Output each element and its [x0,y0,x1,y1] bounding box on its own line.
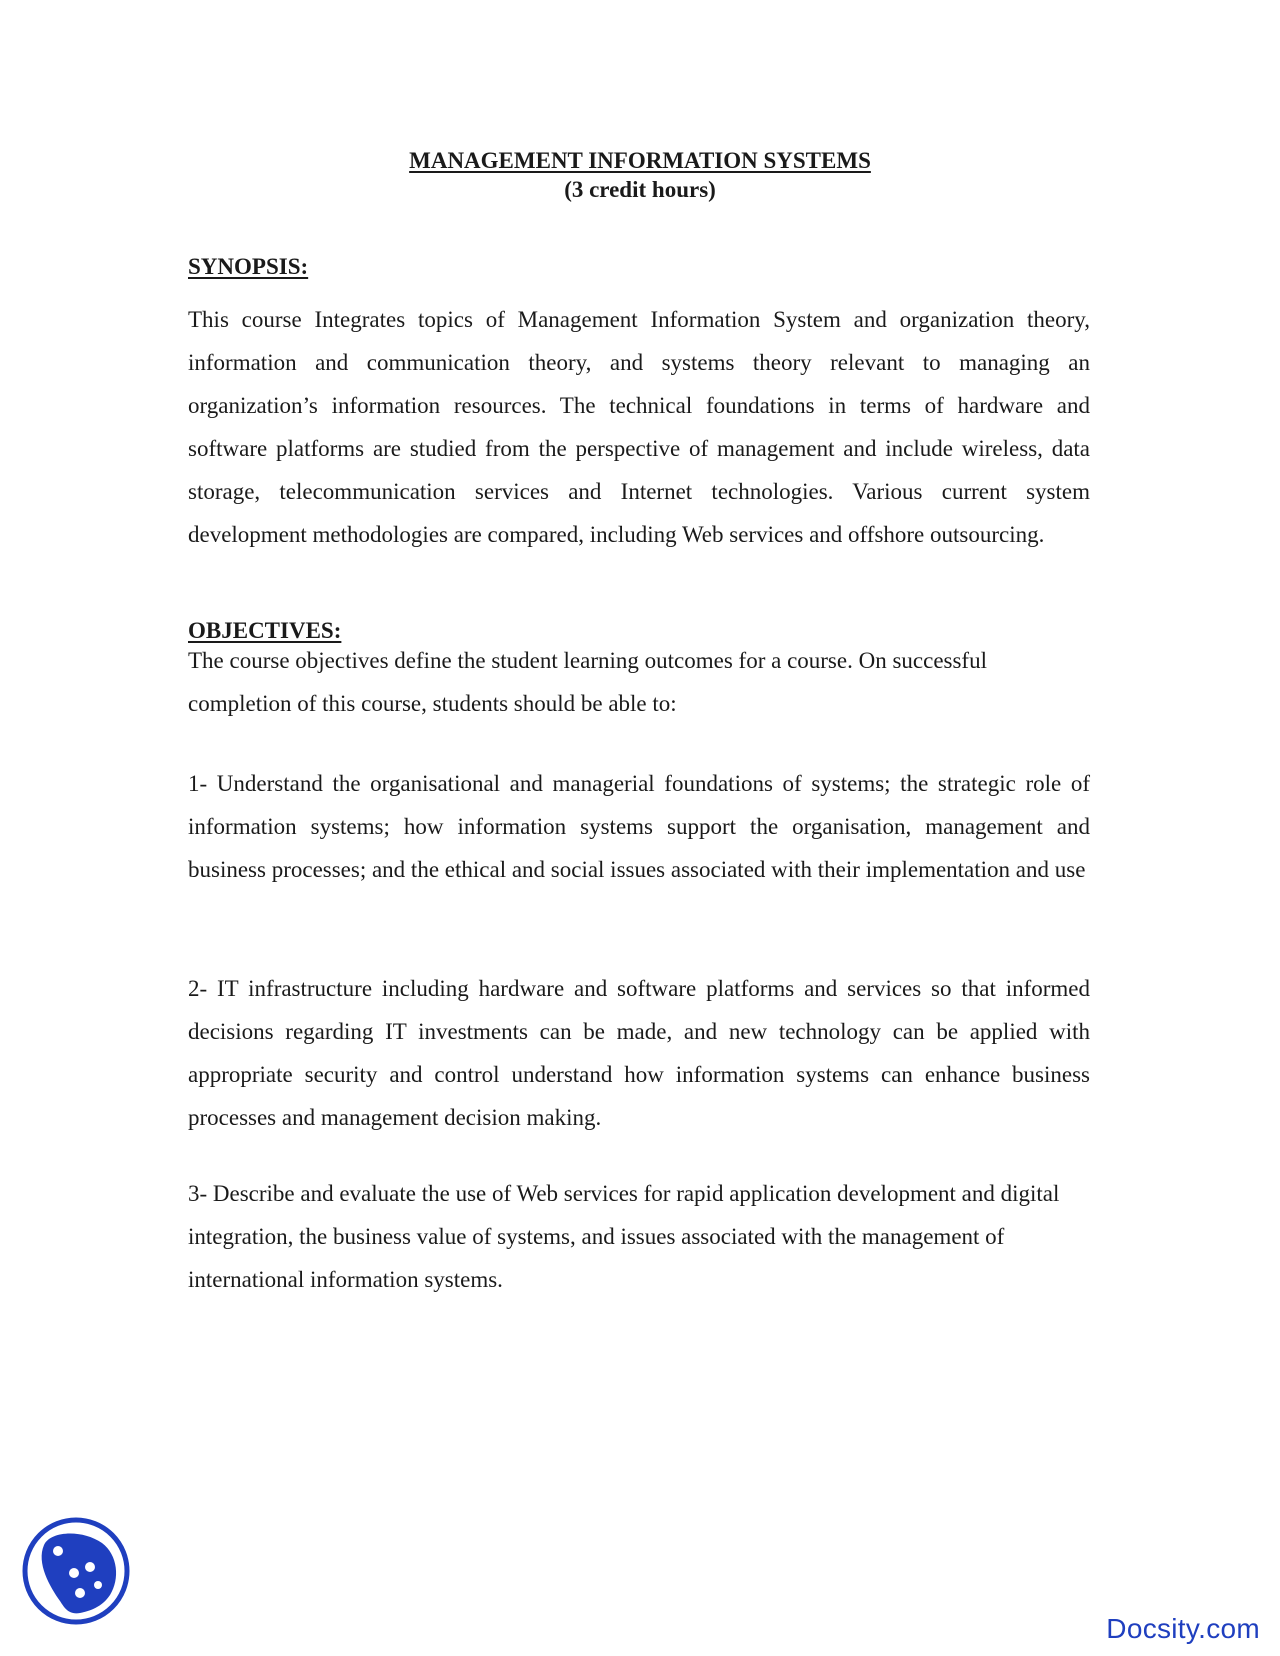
objective-item-2: 2- IT infrastructure including hardware and software platforms and services so that informed decisions regarding IT investments can be made, and new technology can be applied with appropriate security and control understand how information systems can enhance business processes and management decision making. [188,976,1090,1130]
objectives-heading: OBJECTIVES: [188,618,342,643]
synopsis-heading: SYNOPSIS: [188,254,309,279]
objective-item-1: 1- Understand the organisational and managerial foundations of systems; the strategic role of information systems; how information systems support the organisation, management and business processes; and the ethical and social issues associated with their implementation and use [188,771,1090,882]
objectives-intro: The course objectives define the student learning outcomes for a course. On successful completion of this course, students should be able to: [188,648,987,716]
document-title: MANAGEMENT INFORMATION SYSTEMS [409,148,871,173]
synopsis-paragraph: This course Integrates topics of Management Information System and organization theory, information and communication theory, and systems theory relevant to managing an organization’s information resources. The technical foundations in terms of hardware and software platforms are studied from the perspective of management and include wireless, data storage, telecommunication services and Internet technologies. Various current system development methodologies are compared, including Web services and offshore outsourcing. [188,307,1090,547]
title-block [0,146,1280,204]
docsity-logo-icon [20,1515,132,1627]
docsity-brand-link[interactable]: Docsity.com [1106,1613,1260,1644]
document-subtitle: (3 credit hours) [564,177,716,202]
objective-item-3: 3- Describe and evaluate the use of Web services for rapid application development and digital integration, the business value of systems, and issues associated with the management of international information systems. [188,1181,1060,1292]
